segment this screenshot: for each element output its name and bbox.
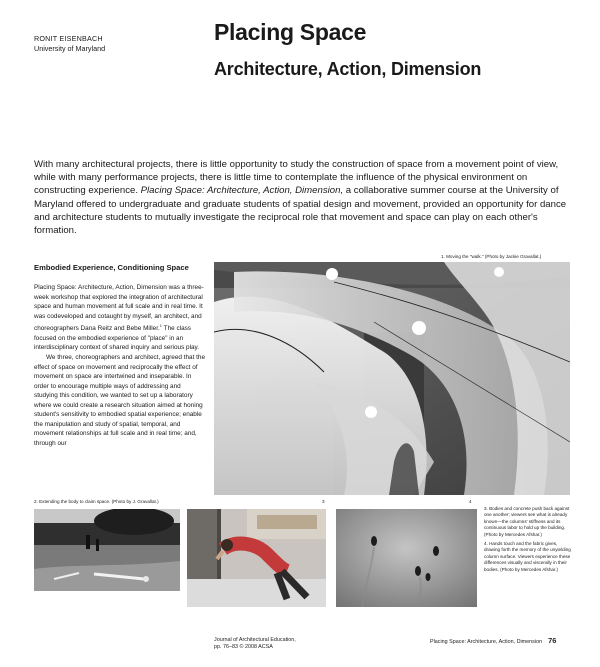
figure-4-caption: 4. Hands touch and the fabric gives, drawing forth the memory of the unyielding column surface. Viewers experience these differences visually and viscerally in their bodies. (Photo by Mercedes Afshar.) [484,541,571,572]
body-paragraph-1-end: The class focused on the embodied experience of "place" in an interdisciplinary context of shared inquiry and serious play. [34,325,200,352]
hands-on-fabric-image [336,509,477,607]
author-affiliation: University of Maryland [34,44,106,53]
figure-1-caption: 1. Moving the "walk." (Photo by Jackie Gravallat.) [441,254,542,259]
body-paragraph-2: We three, choreographers and architect, agreed that the effect of space on movement and reciprocally the effect of movement on space are intertwined and inseparable. In order to encourage multiple ways of addressing and studying this condition, we wanted to set up a laboratory where we could create a research situation aimed at honing student's sensitivity to embodied spatial experience; enable the manipulation and study of spatial, temporal, and movement relationships at full scale and in real time; and, through our [34,353,206,447]
running-title: Placing Space: Architecture, Action, Dimension [430,639,543,645]
figure-2-photo [34,509,180,591]
figure-2-caption: 2. Extending the body to claim space. (Photo by J. Gravallat.) [34,499,159,504]
journal-pages: pp. 76–83 © 2008 ACSA [214,644,273,651]
footnote-mark: 1 [159,323,162,329]
article-subtitle: Architecture, Action, Dimension [214,59,482,79]
author-block [34,34,105,54]
fabric-installation-image [214,262,570,495]
figure-4-photo [336,509,477,607]
figure-4-number: 4 [469,499,472,504]
abstract-text-1: With many architectural projects, there is little opportunity to study the construction of space from a movement point of view, while with many performance projects, there is little time to contemplate the influence of the physical environment on constructing experience. [34,159,559,197]
abstract-course-title: Placing Space: Architecture, Action, Dimension, [140,185,344,197]
abstract [34,158,570,237]
figure-3-number: 3 [322,499,325,504]
abstract-text-2: a collaborative summer course at the University of Maryland offered to undergraduate and graduate students of spatial design and movement, provided an opportunity for dance and architecture students to mutually investigate the reciprocal role that movement and space can play on each other's formation. [34,185,567,237]
section-heading: Embodied Experience, Conditioning Space [34,263,189,272]
body-text-column [34,283,206,448]
journal-name: Journal of Architectural Education, [214,637,296,643]
figure-1-photo [214,262,570,495]
figure-3-4-captions [484,506,574,576]
body-paragraph-1-text: Placing Space: Architecture, Action, Dimension was a three-week workshop that explored the integration of architectural space and human movement at full scale and in real time. It was codeveloped and cotaught by myself, an architect, and choreographers Dana Reitz and Bebe Miller. [34,284,204,333]
author-name: RONIT EISENBACH [34,34,103,43]
body-paragraph-1 [34,283,206,353]
running-footer [430,637,556,646]
journal-citation [214,637,296,652]
page-number: 76 [548,636,557,645]
figure-3-caption: 3. Bodies and concrete push back against one another; viewers see what is already known—the columns' stiffness and its continuous labor to hold up the building. (Photo by Mercedes Afshar.) [484,506,570,537]
article-title: Placing Space [214,19,367,45]
figure-3-photo [187,509,326,607]
dancer-pushing-column-image [187,509,326,607]
lawn-performers-image [34,509,180,591]
